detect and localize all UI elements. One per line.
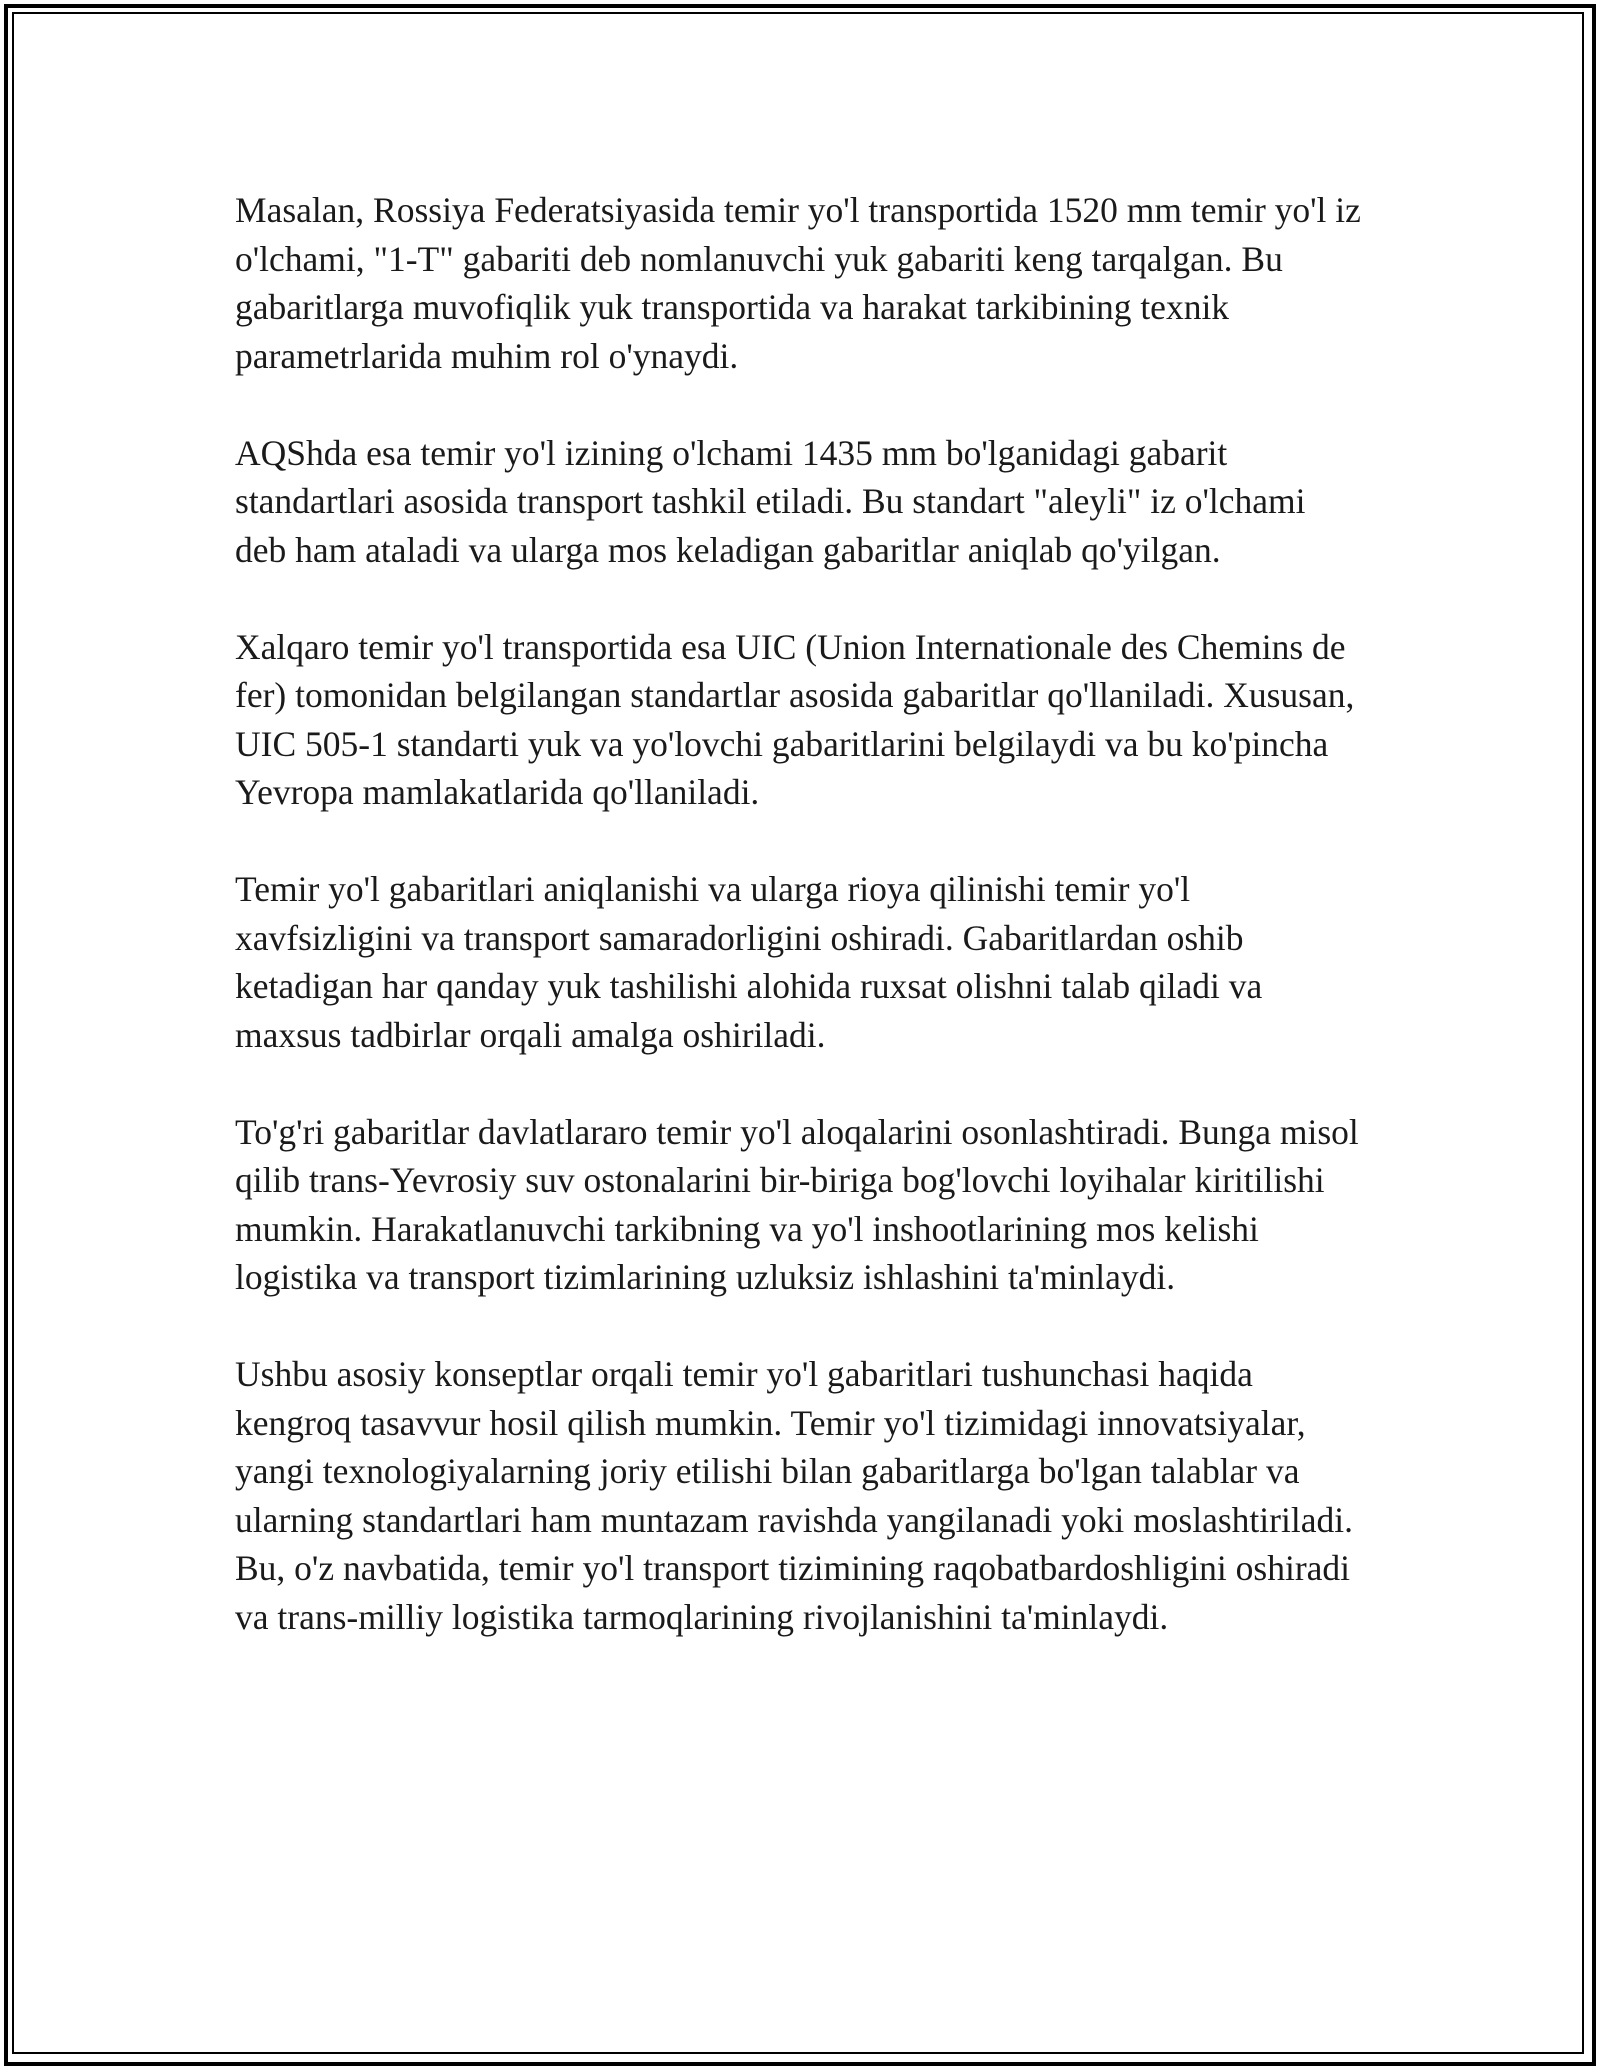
paragraph-1: Masalan, Rossiya Federatsiyasida temir yo'l transportida 1520 mm temir yo'l iz o'lchami, "1-T" gabariti deb nomlanuvchi yuk gabariti keng tarqalgan. Bu gabaritlarga muvofiqlik yuk transportida va harakat tarkibining texnik parametrlarida muhim rol o'ynaydi. xyxy=(235,190,1361,376)
paragraph-4: Temir yo'l gabaritlari aniqlanishi va ularga rioya qilinishi temir yo'l xavfsizligini va transport samaradorligini oshiradi. Gabaritlardan oshib ketadigan har qanday yuk tashilishi alohida ruxsat olishni talab qiladi va maxsus tadbirlar orqali amalga oshiriladi. xyxy=(235,869,1263,1055)
paragraph-5: To'g'ri gabaritlar davlatlararo temir yo'l aloqalarini osonlashtiradi. Bunga misol qilib trans-Yevrosiy suv ostonalarini bir-biriga bog'lovchi loyihalar kiritilishi mumkin. Harakatlanuvchi tarkibning va yo'l inshootlarining mos kelishi logistika va transport tizimlarining uzluksiz ishlashini ta'minlaydi. xyxy=(235,1111,1359,1297)
document-body xyxy=(235,186,1365,1690)
paragraph-6: Ushbu asosiy konseptlar orqali temir yo'l gabaritlari tushunchasi haqida kengroq tasavvur hosil qilish mumkin. Temir yo'l tizimidagi innovatsiyalar, yangi texnologiyalarning joriy etilishi bilan gabaritlarga bo'lgan talablar va ularning standartlari ham muntazam ravishda yangilanadi yoki moslashtiriladi. Bu, o'z navbatida, temir yo'l transport tizimining raqobatbardoshligini oshiradi va trans-milliy logistika tarmoqlarining rivojlanishini ta'minlaydi. xyxy=(235,1354,1353,1637)
paragraph-2: AQShda esa temir yo'l izining o'lchami 1435 mm bo'lganidagi gabarit standartlari asosida transport tashkil etiladi. Bu standart "aleyli" iz o'lchami deb ham ataladi va ularga mos keladigan gabaritlar aniqlab qo'yilgan. xyxy=(235,432,1306,570)
paragraph-3: Xalqaro temir yo'l transportida esa UIC (Union Internationale des Chemins de fer) tomonidan belgilangan standartlar asosida gabaritlar qo'llaniladi. Xususan, UIC 505-1 standarti yuk va yo'lovchi gabaritlarini belgilaydi va bu ko'pincha Yevropa mamlakatlarida qo'llaniladi. xyxy=(235,626,1355,812)
